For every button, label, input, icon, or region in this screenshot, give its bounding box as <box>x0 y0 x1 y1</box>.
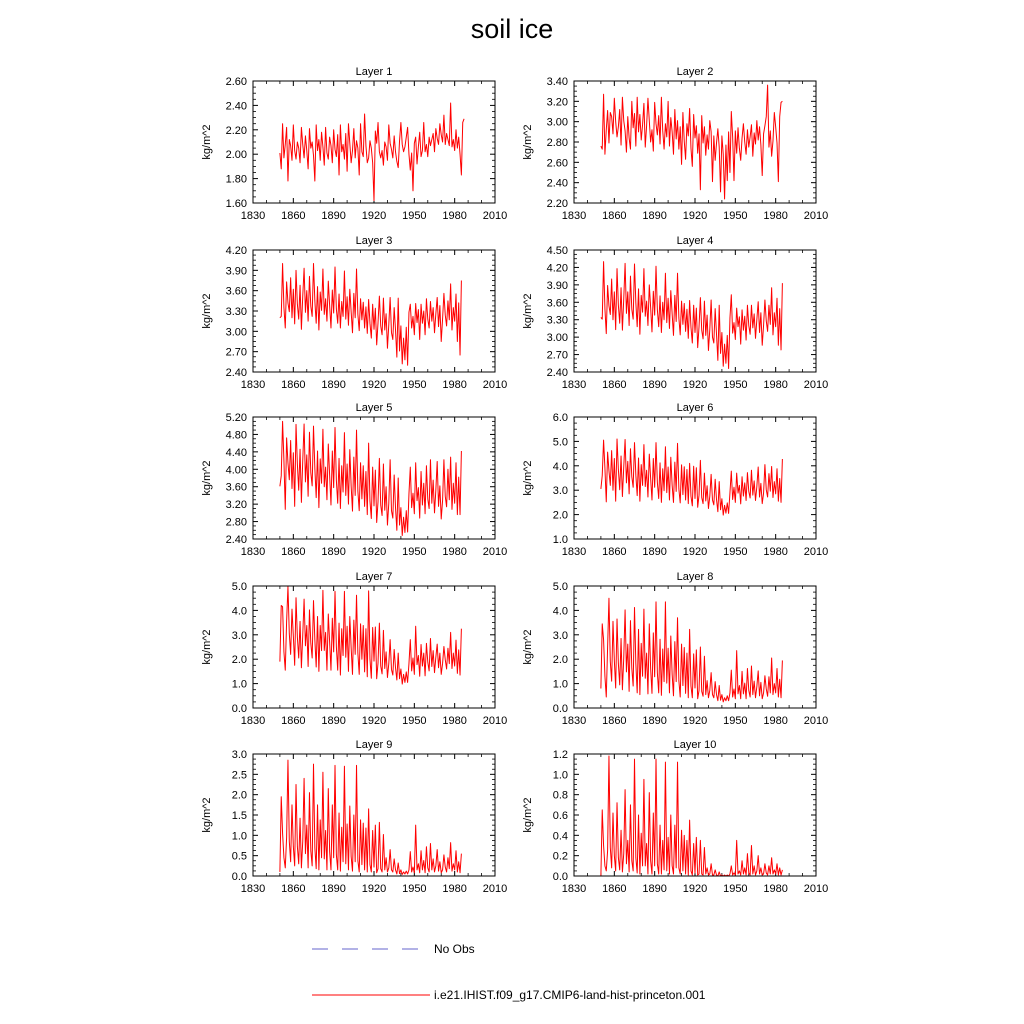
x-tick-label: 1890 <box>642 379 667 391</box>
y-axis-label: kg/m^2 <box>201 797 213 833</box>
x-tick-label: 1980 <box>763 883 788 895</box>
y-axis-label: kg/m^2 <box>201 460 213 496</box>
y-tick-label: 3.0 <box>552 485 568 498</box>
y-tick-label: 0.0 <box>231 871 247 883</box>
y-tick-label: 2.40 <box>225 100 247 113</box>
y-tick-label: 1.60 <box>225 198 247 210</box>
x-tick-label: 1980 <box>442 883 467 895</box>
y-tick-label: 4.50 <box>546 245 568 257</box>
x-tick-label: 1830 <box>561 715 587 727</box>
subplot-9 <box>201 739 507 895</box>
subplot-title: Layer 2 <box>676 66 714 78</box>
x-tick-label: 1860 <box>281 883 306 895</box>
y-tick-label: 2.40 <box>546 177 568 190</box>
y-tick-label: 2.40 <box>225 534 247 546</box>
x-tick-label: 1860 <box>602 546 627 558</box>
subplot-5 <box>201 402 507 558</box>
x-tick-label: 1890 <box>321 546 346 558</box>
series-line <box>601 262 783 369</box>
y-tick-label: 1.0 <box>552 678 568 691</box>
y-tick-label: 3.0 <box>231 749 247 761</box>
y-axis-label: kg/m^2 <box>522 797 534 833</box>
y-tick-label: 2.70 <box>225 346 247 359</box>
y-tick-label: 0.0 <box>231 703 247 715</box>
subplot-4 <box>522 235 828 391</box>
y-tick-label: 2.80 <box>225 516 247 529</box>
x-tick-label: 1950 <box>402 715 427 727</box>
x-tick-label: 1980 <box>442 715 467 727</box>
x-tick-label: 1830 <box>240 379 266 391</box>
y-tick-label: 2.00 <box>225 149 247 162</box>
series-line <box>280 586 462 684</box>
y-tick-label: 2.70 <box>546 349 568 362</box>
x-tick-label: 1890 <box>321 210 346 222</box>
x-tick-label: 1860 <box>602 210 627 222</box>
x-tick-label: 1830 <box>240 210 266 222</box>
y-tick-label: 4.80 <box>225 429 247 442</box>
x-tick-label: 1890 <box>321 883 346 895</box>
y-axis-label: kg/m^2 <box>522 124 534 160</box>
y-tick-label: 2.40 <box>225 367 247 379</box>
subplot-title: Layer 9 <box>355 739 393 751</box>
legend-label: i.e21.IHIST.f09_g17.CMIP6-land-hist-princeton.001 <box>434 988 706 1002</box>
y-tick-label: 3.20 <box>225 499 247 512</box>
x-tick-label: 2010 <box>482 883 508 895</box>
y-axis-label: kg/m^2 <box>522 293 534 329</box>
x-tick-label: 1920 <box>682 210 708 222</box>
x-tick-label: 1980 <box>442 210 467 222</box>
x-tick-label: 1950 <box>723 883 748 895</box>
x-tick-label: 1920 <box>361 210 387 222</box>
y-tick-label: 0.6 <box>552 810 568 822</box>
y-tick-label: 2.0 <box>231 789 247 802</box>
y-tick-label: 3.30 <box>225 306 247 318</box>
y-tick-label: 5.0 <box>552 581 568 593</box>
plot-frame <box>253 586 495 708</box>
x-tick-label: 2010 <box>803 379 829 391</box>
legend-swatch-dashed <box>312 942 422 956</box>
x-tick-label: 1980 <box>763 546 788 558</box>
legend-swatch-solid <box>312 988 430 1002</box>
y-tick-label: 4.0 <box>552 460 568 473</box>
y-tick-label: 5.0 <box>231 581 247 593</box>
x-tick-label: 1920 <box>361 883 387 895</box>
x-tick-label: 1860 <box>281 210 306 222</box>
x-tick-label: 2010 <box>803 883 829 895</box>
x-tick-label: 1920 <box>361 546 387 558</box>
x-tick-label: 1950 <box>402 883 427 895</box>
x-tick-label: 1830 <box>240 715 266 727</box>
x-tick-label: 1950 <box>402 379 427 391</box>
y-tick-label: 2.20 <box>225 124 247 137</box>
y-tick-label: 2.20 <box>546 198 568 210</box>
x-tick-label: 1890 <box>642 715 667 727</box>
y-tick-label: 2.0 <box>231 654 247 667</box>
x-tick-label: 1860 <box>602 715 627 727</box>
x-tick-label: 1860 <box>281 379 306 391</box>
plot-frame <box>574 81 816 203</box>
subplot-title: Layer 7 <box>355 571 393 583</box>
x-tick-label: 2010 <box>482 546 508 558</box>
series-line <box>601 598 783 702</box>
series-line <box>601 756 783 876</box>
series-line <box>280 421 462 535</box>
series-line <box>280 760 462 874</box>
subplot-8 <box>522 571 828 727</box>
y-tick-label: 1.5 <box>231 810 247 822</box>
x-tick-label: 2010 <box>482 715 508 727</box>
y-tick-label: 3.00 <box>225 326 247 339</box>
x-tick-label: 1950 <box>723 715 748 727</box>
x-tick-label: 2010 <box>803 210 829 222</box>
y-tick-label: 2.60 <box>546 157 568 170</box>
x-tick-label: 1890 <box>321 715 346 727</box>
legend-entry-no-obs <box>312 942 475 956</box>
x-tick-label: 1860 <box>602 379 627 391</box>
y-axis-label: kg/m^2 <box>522 460 534 496</box>
subplot-title: Layer 6 <box>676 402 714 414</box>
y-tick-label: 1.2 <box>552 749 568 761</box>
y-tick-label: 3.30 <box>546 314 568 327</box>
chart-title: soil ice <box>470 14 554 44</box>
y-tick-label: 0.2 <box>552 850 568 863</box>
y-tick-label: 2.40 <box>546 367 568 379</box>
y-tick-label: 3.0 <box>231 629 247 642</box>
x-tick-label: 1830 <box>561 546 587 558</box>
y-tick-label: 1.80 <box>225 173 247 186</box>
y-axis-label: kg/m^2 <box>201 629 213 665</box>
y-tick-label: 1.0 <box>231 678 247 691</box>
y-tick-label: 1.0 <box>231 830 247 843</box>
x-tick-label: 1860 <box>602 883 627 895</box>
x-tick-label: 1980 <box>442 379 467 391</box>
x-tick-label: 1980 <box>442 546 467 558</box>
subplot-1 <box>201 66 507 222</box>
subplot-title: Layer 1 <box>355 66 393 78</box>
y-tick-label: 0.0 <box>552 703 568 715</box>
x-tick-label: 1980 <box>763 379 788 391</box>
x-tick-label: 1830 <box>561 379 587 391</box>
y-tick-label: 6.0 <box>552 412 568 424</box>
x-tick-label: 1920 <box>682 715 708 727</box>
x-tick-label: 1890 <box>321 379 346 391</box>
y-tick-label: 4.0 <box>231 605 247 618</box>
x-tick-label: 2010 <box>803 715 829 727</box>
series-line <box>280 264 462 366</box>
x-tick-label: 2010 <box>482 379 508 391</box>
x-tick-label: 1950 <box>723 546 748 558</box>
y-tick-label: 0.5 <box>231 850 247 863</box>
y-tick-label: 1.0 <box>552 769 568 782</box>
x-tick-label: 1950 <box>723 379 748 391</box>
x-tick-label: 1890 <box>642 210 667 222</box>
x-tick-label: 1980 <box>763 210 788 222</box>
legend-label: No Obs <box>434 942 475 956</box>
x-tick-label: 1920 <box>682 379 708 391</box>
y-tick-label: 3.90 <box>546 279 568 292</box>
legend-entry-model-run <box>312 988 705 1002</box>
x-tick-label: 1950 <box>402 210 427 222</box>
y-tick-label: 2.60 <box>225 76 247 88</box>
y-axis-label: kg/m^2 <box>201 293 213 329</box>
x-tick-label: 1920 <box>361 715 387 727</box>
y-tick-label: 2.5 <box>231 769 247 782</box>
y-tick-label: 0.8 <box>552 789 568 802</box>
subplot-7 <box>201 571 507 727</box>
subplot-6 <box>522 402 828 558</box>
subplot-title: Layer 5 <box>355 402 393 414</box>
subplot-2 <box>522 66 828 222</box>
y-tick-label: 2.0 <box>552 654 568 667</box>
series-line <box>601 439 783 515</box>
subplot-3 <box>201 235 507 391</box>
x-tick-label: 1920 <box>361 379 387 391</box>
y-tick-label: 3.60 <box>225 285 247 298</box>
y-axis-label: kg/m^2 <box>201 124 213 160</box>
y-tick-label: 4.40 <box>225 446 247 459</box>
x-tick-label: 1830 <box>240 546 266 558</box>
subplot-title: Layer 10 <box>673 739 717 751</box>
y-tick-label: 3.60 <box>546 297 568 310</box>
x-tick-label: 1830 <box>561 210 587 222</box>
y-axis-label: kg/m^2 <box>522 629 534 665</box>
subplot-title: Layer 8 <box>676 571 714 583</box>
y-tick-label: 2.80 <box>546 137 568 149</box>
y-tick-label: 4.20 <box>225 245 247 257</box>
y-tick-label: 5.0 <box>552 436 568 449</box>
x-tick-label: 1830 <box>240 883 266 895</box>
y-tick-label: 2.0 <box>552 509 568 522</box>
y-tick-label: 0.0 <box>552 871 568 883</box>
y-tick-label: 3.20 <box>546 96 568 109</box>
y-tick-label: 1.0 <box>552 534 568 546</box>
series-line <box>280 103 464 201</box>
y-tick-label: 3.0 <box>552 629 568 642</box>
x-tick-label: 1890 <box>642 546 667 558</box>
subplot-10 <box>522 739 828 895</box>
x-tick-label: 1920 <box>682 883 708 895</box>
y-tick-label: 5.20 <box>225 412 247 424</box>
x-tick-label: 1980 <box>763 715 788 727</box>
y-tick-label: 4.00 <box>225 464 247 477</box>
y-tick-label: 3.00 <box>546 116 568 129</box>
x-tick-label: 2010 <box>482 210 508 222</box>
y-tick-label: 3.00 <box>546 332 568 345</box>
series-line <box>601 85 783 199</box>
x-tick-label: 2010 <box>803 546 829 558</box>
y-tick-label: 3.40 <box>546 76 568 88</box>
x-tick-label: 1860 <box>281 715 306 727</box>
y-tick-label: 3.90 <box>225 265 247 278</box>
subplot-title: Layer 4 <box>676 235 714 247</box>
y-tick-label: 4.0 <box>552 605 568 618</box>
x-tick-label: 1860 <box>281 546 306 558</box>
y-tick-label: 3.60 <box>225 481 247 494</box>
y-tick-label: 4.20 <box>546 262 568 275</box>
x-tick-label: 1950 <box>402 546 427 558</box>
x-tick-label: 1890 <box>642 883 667 895</box>
x-tick-label: 1920 <box>682 546 708 558</box>
y-tick-label: 0.4 <box>552 830 568 843</box>
x-tick-label: 1950 <box>723 210 748 222</box>
x-tick-label: 1830 <box>561 883 587 895</box>
subplot-title: Layer 3 <box>355 235 393 247</box>
